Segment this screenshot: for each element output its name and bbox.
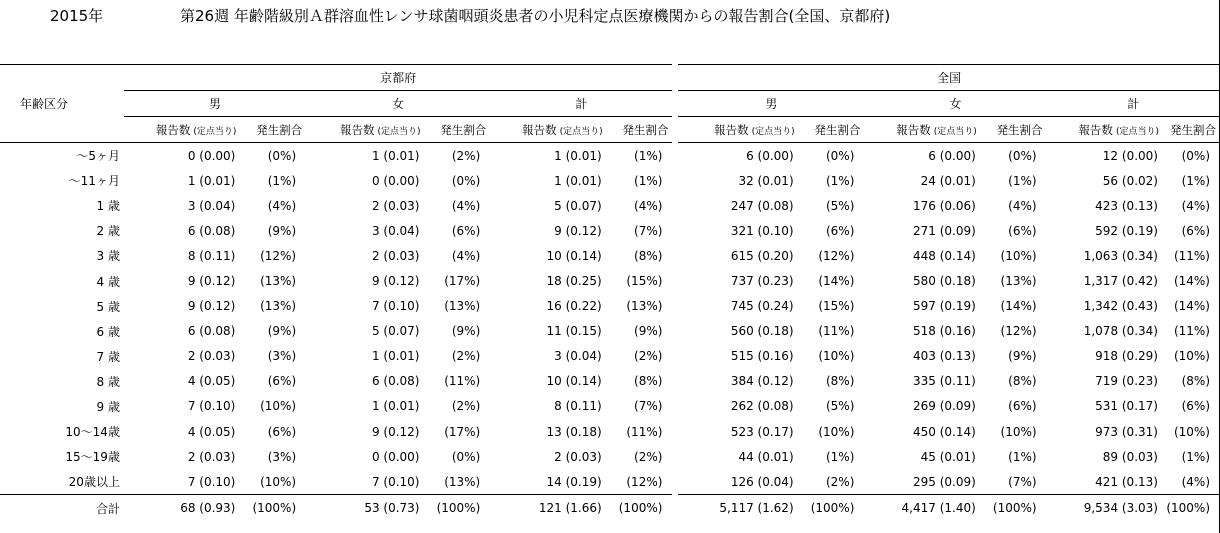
count-cell: 4 (0.05) [187,374,236,389]
count-cell: 448 (0.14) [912,248,976,263]
count-cell: 321 (0.10) [730,223,794,238]
age-label: 1 歳 [96,199,120,214]
rate-subheader: 発生割合 [981,117,1047,143]
rate-cell: (13%) [1000,274,1037,289]
count-cell: 9 (0.12) [187,274,236,289]
per-site-label: (定点当り) [193,126,237,137]
table-row [0,369,1220,394]
rate-cell: (6%) [267,374,297,389]
sex-header: 女 [864,91,1046,117]
count-cell: 9 (0.12) [187,299,236,314]
rate-subheader: 発生割合 [240,117,306,143]
rate-cell: (14%) [818,274,855,289]
rate-cell: (100%) [799,495,865,522]
count-cell: 7 (0.10) [187,399,236,414]
rate-cell: (12%) [1000,324,1037,339]
count-cell: 8 (0.11) [187,248,236,263]
sex-header-row [0,91,1220,117]
rate-cell: (13%) [260,274,297,289]
rate-cell: (100%) [607,495,673,522]
rate-cell: (11%) [1173,248,1210,263]
sex-header: 男 [678,91,864,117]
count-subheader [490,117,606,143]
rate-cell: (10%) [260,399,297,414]
rate-cell: (1%) [267,173,297,188]
rate-cell: (10%) [818,424,855,439]
rate-cell: (13%) [260,299,297,314]
count-cell: 8 (0.11) [554,399,602,414]
count-cell: 2 (0.03) [554,449,602,464]
count-cell: 7 (0.10) [187,474,236,489]
count-cell: 335 (0.11) [912,374,976,389]
rate-cell: (11%) [1173,324,1210,339]
count-cell: 16 (0.22) [546,299,602,314]
count-cell: 737 (0.23) [730,274,794,289]
rate-cell: (0%) [267,148,297,163]
group-header-national: 全国 [678,65,1220,91]
count-cell: 1 (0.01) [371,148,420,163]
count-cell: 14 (0.19) [546,474,602,489]
rate-cell: (10%) [1000,424,1037,439]
table-row [0,419,1220,444]
count-subheader [306,117,424,143]
rate-cell: (9%) [1008,349,1037,364]
per-site-label: (定点当り) [559,126,603,137]
count-cell: 262 (0.08) [730,399,794,414]
count-cell: 9,534 (3.03) [1047,495,1163,522]
age-label: 合計 [0,495,124,522]
count-cell: 10 (0.14) [546,248,602,263]
count-label: 報告数 [714,122,749,137]
per-site-label: (定点当り) [933,126,977,137]
rate-cell: (1%) [1181,173,1210,188]
age-label: 3 歳 [96,249,120,264]
count-cell: 2 (0.03) [371,248,420,263]
count-cell: 45 (0.01) [920,449,976,464]
rate-cell: (13%) [444,474,481,489]
rate-cell: (6%) [1008,399,1037,414]
count-cell: 13 (0.18) [546,424,602,439]
rate-cell: (8%) [825,374,855,389]
rate-subheader: 発生割合 [1163,117,1220,143]
sex-header: 女 [306,91,490,117]
count-cell: 1 (0.01) [371,349,420,364]
rate-cell: (5%) [825,198,855,213]
count-cell: 5,117 (1.62) [678,495,798,522]
rate-cell: (11%) [444,374,481,389]
age-label: 2 歳 [96,224,120,239]
age-label: 6 歳 [96,324,120,339]
count-cell: 6 (0.08) [187,223,236,238]
count-cell: 2 (0.03) [187,349,236,364]
table-row [0,243,1220,268]
table-row [0,143,1220,169]
age-label: 20歳以上 [68,475,120,490]
count-cell: 592 (0.19) [1095,223,1158,238]
count-cell: 1,063 (0.34) [1083,248,1158,263]
rate-cell: (2%) [451,399,481,414]
rate-cell: (100%) [424,495,490,522]
count-cell: 32 (0.01) [738,173,794,188]
rate-cell: (10%) [260,474,297,489]
count-label: 報告数 [155,122,191,137]
count-cell: 1 (0.01) [554,148,602,163]
table-row [0,294,1220,319]
rate-cell: (2%) [634,349,663,364]
rate-cell: (2%) [451,148,481,163]
total-row [0,495,1220,522]
count-label: 報告数 [522,122,557,137]
count-label: 報告数 [896,122,931,137]
rate-cell: (1%) [634,148,663,163]
table-row [0,168,1220,193]
rate-cell: (1%) [634,173,663,188]
rate-subheader: 発生割合 [799,117,865,143]
per-site-label: (定点当り) [377,126,421,137]
count-cell: 423 (0.13) [1095,198,1158,213]
count-cell: 615 (0.20) [730,248,794,263]
rate-cell: (8%) [634,374,663,389]
rate-cell: (10%) [1173,424,1210,439]
count-cell: 6 (0.00) [928,148,976,163]
rate-subheader: 発生割合 [424,117,490,143]
rate-cell: (14%) [1173,299,1210,314]
count-cell: 9 (0.12) [371,274,420,289]
rate-cell: (2%) [634,449,663,464]
count-cell: 560 (0.18) [730,324,794,339]
age-label: 7 歳 [96,349,120,364]
rate-cell: (2%) [451,349,481,364]
rate-cell: (14%) [1173,274,1210,289]
rate-cell: (12%) [626,474,663,489]
count-cell: 450 (0.14) [912,424,976,439]
count-cell: 1,342 (0.43) [1083,299,1158,314]
count-cell: 9 (0.12) [554,223,602,238]
rate-cell: (15%) [818,299,855,314]
rate-cell: (12%) [260,248,297,263]
count-cell: 0 (0.00) [371,173,420,188]
count-cell: 271 (0.09) [912,223,976,238]
count-cell: 2 (0.03) [187,449,236,464]
rate-cell: (0%) [825,148,855,163]
rate-cell: (100%) [981,495,1047,522]
report-title: 第26週 年齢階級別Ａ群溶血性レンサ球菌咽頭炎患者の小児科定点医療機関からの報告割合(全国、京都府) [180,7,891,25]
age-label: 4 歳 [96,274,120,289]
rate-cell: (15%) [626,274,663,289]
count-cell: 384 (0.12) [730,374,794,389]
table-body [0,143,1220,522]
count-cell: 24 (0.01) [920,173,976,188]
count-label: 報告数 [339,122,375,137]
rate-cell: (8%) [634,248,663,263]
table-row [0,319,1220,344]
count-label: 報告数 [1078,122,1113,137]
rate-cell: (6%) [1181,399,1210,414]
count-cell: 247 (0.08) [730,198,794,213]
rate-cell: (4%) [451,198,481,213]
rate-cell: (4%) [1008,198,1037,213]
count-cell: 6 (0.08) [187,324,236,339]
age-column-header: 年齢区分 [0,65,124,143]
sex-header: 計 [490,91,672,117]
rate-cell: (7%) [634,223,663,238]
count-cell: 515 (0.16) [730,349,794,364]
count-cell: 9 (0.12) [371,424,420,439]
age-label: 15～19歳 [65,450,120,465]
count-cell: 3 (0.04) [554,349,602,364]
report-table [0,64,1220,521]
count-cell: 403 (0.13) [912,349,976,364]
count-cell: 973 (0.31) [1095,424,1158,439]
rate-cell: (7%) [1008,474,1037,489]
age-label: ～11ヶ月 [68,174,120,189]
count-cell: 5 (0.07) [554,198,602,213]
rate-cell: (6%) [451,223,481,238]
rate-cell: (100%) [240,495,306,522]
count-subheader [678,117,798,143]
count-cell: 6 (0.00) [746,148,794,163]
count-cell: 1 (0.01) [371,399,420,414]
count-cell: 523 (0.17) [730,424,794,439]
count-cell: 68 (0.93) [124,495,240,522]
rate-cell: (1%) [825,173,855,188]
count-subheader [864,117,980,143]
count-cell: 126 (0.04) [730,474,794,489]
count-subheader [124,117,240,143]
count-cell: 1,317 (0.42) [1083,274,1158,289]
count-cell: 7 (0.10) [371,474,420,489]
rate-cell: (10%) [1000,248,1037,263]
count-cell: 4,417 (1.40) [864,495,980,522]
age-label: ～5ヶ月 [76,149,120,164]
group-header-kyoto: 京都府 [124,65,672,91]
rate-cell: (4%) [451,248,481,263]
rate-cell: (9%) [451,324,481,339]
rate-cell: (0%) [1181,148,1210,163]
count-cell: 56 (0.02) [1102,173,1158,188]
table-row [0,469,1220,495]
rate-cell: (8%) [1008,374,1037,389]
count-cell: 745 (0.24) [730,299,794,314]
count-cell: 6 (0.08) [371,374,420,389]
count-cell: 121 (1.66) [490,495,606,522]
rate-cell: (17%) [444,424,481,439]
count-cell: 2 (0.03) [371,198,420,213]
rate-cell: (9%) [634,324,663,339]
count-cell: 89 (0.03) [1102,449,1158,464]
rate-cell: (7%) [634,399,663,414]
rate-cell: (0%) [451,449,481,464]
rate-cell: (2%) [825,474,855,489]
count-cell: 11 (0.15) [546,324,602,339]
table-row [0,218,1220,243]
rate-cell: (6%) [1008,223,1037,238]
rate-cell: (10%) [818,349,855,364]
rate-cell: (13%) [444,299,481,314]
rate-cell: (5%) [825,399,855,414]
per-site-label: (定点当り) [1115,126,1159,137]
count-cell: 518 (0.16) [912,324,976,339]
count-cell: 5 (0.07) [371,324,420,339]
rate-cell: (6%) [267,424,297,439]
sex-header: 男 [124,91,306,117]
count-cell: 176 (0.06) [912,198,976,213]
rate-cell: (0%) [451,173,481,188]
rate-cell: (13%) [626,299,663,314]
count-cell: 3 (0.04) [187,198,236,213]
table-row [0,444,1220,469]
rate-cell: (6%) [825,223,855,238]
count-cell: 18 (0.25) [546,274,602,289]
sub-header-row [0,117,1220,143]
rate-cell: (6%) [1181,223,1210,238]
count-cell: 4 (0.05) [187,424,236,439]
count-cell: 580 (0.18) [912,274,976,289]
count-cell: 597 (0.19) [912,299,976,314]
table-row [0,394,1220,419]
rate-cell: (12%) [818,248,855,263]
count-cell: 0 (0.00) [187,148,236,163]
count-cell: 10 (0.14) [546,374,602,389]
rate-subheader: 発生割合 [607,117,673,143]
per-site-label: (定点当り) [751,126,795,137]
rate-cell: (1%) [1181,449,1210,464]
group-header-row [0,65,1220,91]
count-cell: 7 (0.10) [371,299,420,314]
count-cell: 1 (0.01) [187,173,236,188]
count-cell: 295 (0.09) [912,474,976,489]
count-subheader [1047,117,1163,143]
count-cell: 1 (0.01) [554,173,602,188]
rate-cell: (4%) [1181,474,1210,489]
rate-cell: (17%) [444,274,481,289]
rate-cell: (4%) [267,198,297,213]
count-cell: 3 (0.04) [371,223,420,238]
age-label: 5 歳 [96,299,120,314]
table-row [0,193,1220,218]
rate-cell: (4%) [634,198,663,213]
age-label: 10～14歳 [65,425,120,440]
count-cell: 53 (0.73) [306,495,424,522]
count-cell: 918 (0.29) [1095,349,1158,364]
count-cell: 531 (0.17) [1095,399,1158,414]
rate-cell: (3%) [267,349,297,364]
rate-cell: (11%) [626,424,663,439]
rate-cell: (1%) [825,449,855,464]
count-cell: 0 (0.00) [371,449,420,464]
rate-cell: (11%) [818,324,855,339]
rate-cell: (8%) [1181,374,1210,389]
table-row [0,344,1220,369]
rate-cell: (4%) [1181,198,1210,213]
report-year: 2015年 [50,7,104,25]
rate-cell: (1%) [1008,173,1037,188]
rate-cell: (9%) [267,324,297,339]
count-cell: 719 (0.23) [1095,374,1158,389]
count-cell: 44 (0.01) [738,449,794,464]
rate-cell: (100%) [1163,495,1220,522]
rate-cell: (10%) [1173,349,1210,364]
rate-cell: (1%) [1008,449,1037,464]
count-cell: 1,078 (0.34) [1083,324,1158,339]
age-label: 8 歳 [96,374,120,389]
rate-cell: (0%) [1008,148,1037,163]
table-row [0,268,1220,293]
age-label: 9 歳 [96,399,120,414]
rate-cell: (14%) [1000,299,1037,314]
sex-header: 計 [1047,91,1220,117]
rate-cell: (3%) [267,449,297,464]
count-cell: 421 (0.13) [1095,474,1158,489]
count-cell: 269 (0.09) [912,399,976,414]
count-cell: 12 (0.00) [1102,148,1158,163]
rate-cell: (9%) [267,223,297,238]
